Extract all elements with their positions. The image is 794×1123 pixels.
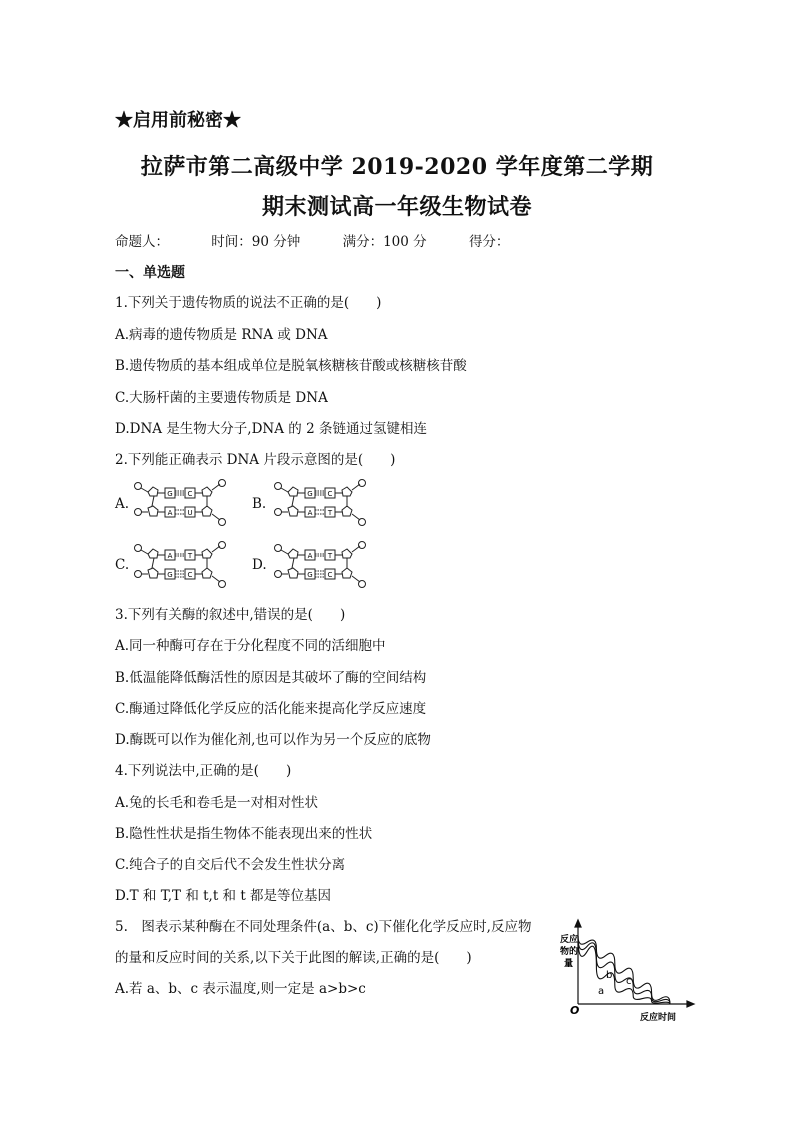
base-a3: A [167, 509, 173, 517]
origin-label: O [570, 1004, 580, 1017]
q4-option-c: C.纯合子的自交后代不会发生性状分离 [115, 857, 346, 873]
q3-option-a: A.同一种酶可存在于分化程度不同的活细胞中 [115, 638, 386, 654]
y-axis-arrow [575, 920, 581, 927]
base-c3: G [167, 571, 173, 579]
base-d4: C [327, 571, 333, 579]
y-label-2: 物的 [560, 947, 579, 957]
base-c2: T [187, 552, 193, 560]
dna-diagram-b [270, 478, 370, 528]
q3-option-b: B.低温能降低酶活性的原因是其破坏了酶的空间结构 [115, 670, 427, 686]
q4-stem: 4.下列说法中,正确的是( ) [115, 763, 292, 779]
time-field: 时间：90 分钟 [211, 234, 301, 250]
q5-option-a: A.若 a、b、c 表示温度,则一定是 a>b>c [115, 981, 366, 997]
base-a1: G [167, 490, 173, 498]
q3-option-d: D.酶既可以作为催化剂,也可以作为另一个反应的底物 [115, 732, 431, 748]
base-c1: A [167, 552, 173, 560]
y-label-3: 量 [564, 959, 574, 969]
q3-stem: 3.下列有关酶的叙述中,错误的是( ) [115, 607, 346, 623]
curve-label-b: b [606, 970, 613, 981]
q2-stem: 2.下列能正确表示 DNA 片段示意图的是( ) [115, 452, 396, 468]
dna-diagram-c [130, 540, 230, 590]
base-b2: C [327, 490, 333, 498]
base-a4: U [187, 509, 193, 517]
q5-stem-line1: 5. 图表示某种酶在不同处理条件(a、b、c)下催化化学反应时,反应物 [115, 919, 532, 935]
q2-label-b: B. [252, 496, 267, 512]
curve-label-c: c [626, 976, 632, 987]
q3-option-c: C.酶通过降低化学反应的活化能来提高化学反应速度 [115, 701, 427, 717]
q5-stem-line2: 的量和反应时间的关系,以下关于此图的解读,正确的是( ) [115, 950, 472, 966]
q1-option-c: C.大肠杆菌的主要遗传物质是 DNA [115, 390, 328, 406]
enzyme-reaction-chart [558, 918, 698, 1028]
x-label: 反应时间 [640, 1013, 677, 1023]
base-a2: C [187, 490, 193, 498]
base-b4: T [327, 509, 333, 517]
q4-option-b: B.隐性性状是指生物体不能表现出来的性状 [115, 826, 373, 842]
q4-option-a: A.兔的长毛和卷毛是一对相对性状 [115, 795, 319, 811]
y-label-1: 反应 [560, 935, 579, 945]
dna-diagram-d [270, 540, 370, 590]
q1-option-b: B.遗传物质的基本组成单位是脱氧核糖核苷酸或核糖核苷酸 [115, 358, 467, 374]
exam-title-line1: 拉萨市第二高级中学 2019-2020 学年度第二学期 [140, 154, 654, 180]
q2-label-a: A. [115, 496, 130, 512]
q1-option-a: A.病毒的遗传物质是 RNA 或 DNA [115, 327, 328, 343]
base-d3: G [307, 571, 313, 579]
score-field: 得分： [468, 234, 510, 250]
q4-option-d: D.T 和 T,T 和 t,t 和 t 都是等位基因 [115, 888, 332, 904]
total-score-field: 满分：100 分 [342, 234, 427, 250]
exam-meta [115, 230, 547, 250]
q2-label-c: C. [115, 557, 130, 573]
curve-label-a: a [598, 986, 605, 997]
x-axis-arrow [687, 1001, 694, 1007]
secret-mark: ★启用前秘密★ [115, 110, 241, 131]
author-field: 命题人： [115, 234, 169, 250]
base-d2: T [327, 552, 333, 560]
base-b1: G [307, 490, 313, 498]
base-c4: C [187, 571, 193, 579]
base-d1: A [307, 552, 313, 560]
q1-option-d: D.DNA 是生物大分子,DNA 的 2 条链通过氢键相连 [115, 421, 427, 437]
q1-stem: 1.下列关于遗传物质的说法不正确的是( ) [115, 295, 382, 311]
exam-title-line2: 期末测试高一年级生物试卷 [261, 194, 532, 220]
section-heading: 一、单选题 [115, 265, 185, 281]
base-b3: A [307, 509, 313, 517]
q2-label-d: D. [252, 557, 267, 573]
dna-diagram-a [130, 478, 230, 528]
